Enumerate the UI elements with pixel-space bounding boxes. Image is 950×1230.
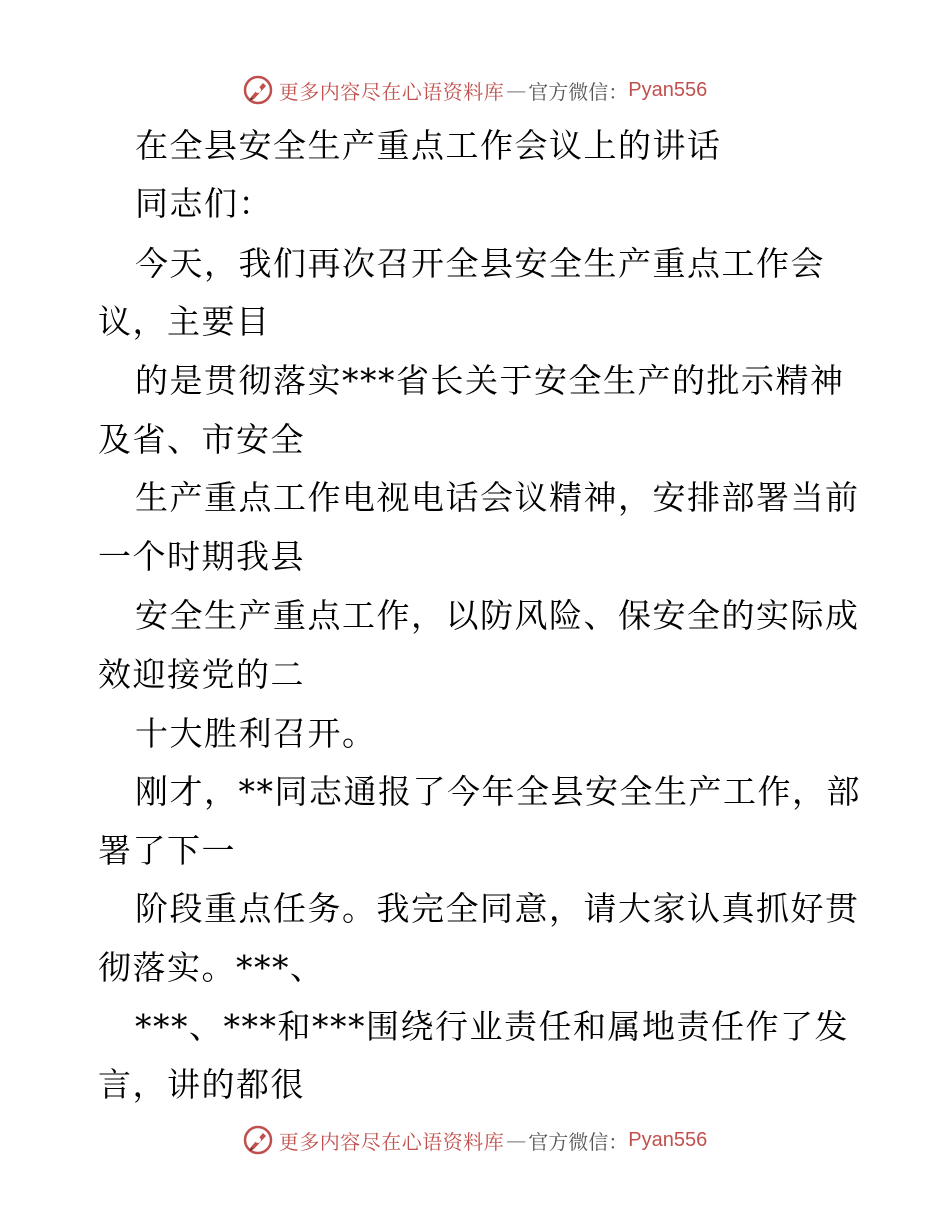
banner-site-text: 更多内容尽在心语资料库 xyxy=(278,1129,505,1154)
text-line: 及省、市安全 xyxy=(98,420,305,459)
banner-wechat-label: 官方微信： xyxy=(528,1129,629,1154)
header-watermark-banner xyxy=(0,70,950,110)
text-line: 生产重点工作电视电话会议精神，安排部署当前 xyxy=(135,478,860,517)
text-line: 彻落实。***、 xyxy=(98,948,325,987)
text-line: ***、***和***围绕行业责任和属地责任作了发 xyxy=(135,1007,849,1046)
quill-pen-logo-icon xyxy=(243,75,273,105)
text-line: 今天，我们再次召开全县安全生产重点工作会 xyxy=(135,244,825,283)
banner-wechat-id: Pyan556 xyxy=(628,1128,708,1151)
banner-dash: — xyxy=(506,78,527,102)
banner-site-text: 更多内容尽在心语资料库 xyxy=(278,79,505,104)
text-line: 安全生产重点工作，以防风险、保安全的实际成 xyxy=(135,596,860,635)
salutation: 同志们： xyxy=(135,184,273,223)
text-line: 议，主要目 xyxy=(98,302,271,341)
quill-pen-logo-icon xyxy=(243,1125,273,1155)
text-line: 阶段重点任务。我完全同意，请大家认真抓好贯 xyxy=(135,889,860,928)
text-line: 刚才，**同志通报了今年全县安全生产工作，部 xyxy=(135,772,861,811)
text-line: 效迎接党的二 xyxy=(98,655,305,694)
banner-dash: — xyxy=(506,1128,527,1152)
footer-watermark-banner xyxy=(0,1120,950,1160)
text-line: 言，讲的都很 xyxy=(98,1065,305,1104)
banner-wechat-id: Pyan556 xyxy=(628,78,708,101)
text-line: 的是贯彻落实***省长关于安全生产的批示精神 xyxy=(135,361,845,400)
text-line: 十大胜利召开。 xyxy=(135,714,377,753)
text-line: 署了下一 xyxy=(98,831,236,870)
text-line: 一个时期我县 xyxy=(98,537,305,576)
banner-wechat-label: 官方微信： xyxy=(528,79,629,104)
document-title: 在全县安全生产重点工作会议上的讲话 xyxy=(135,126,722,165)
